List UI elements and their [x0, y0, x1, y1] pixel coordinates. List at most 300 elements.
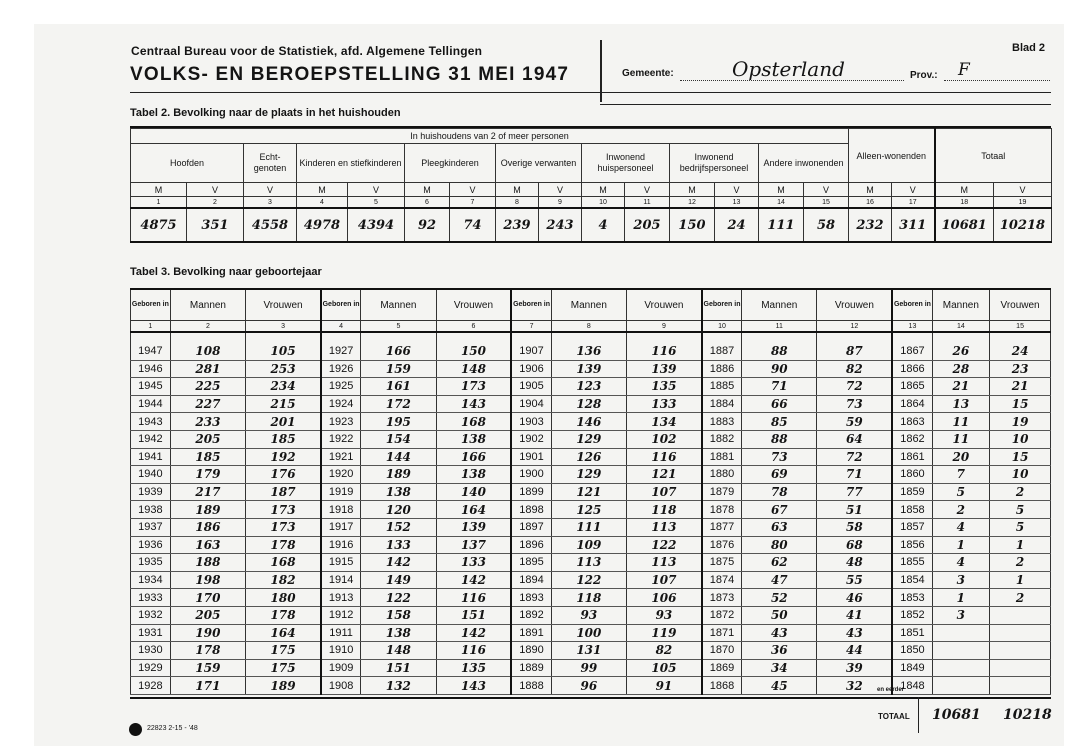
table3-mannen-cell: 52 [742, 589, 817, 607]
table2-pleegkinderen: Pleegkinderen [405, 144, 496, 183]
table3-year-cell: 1859 [892, 483, 932, 501]
table3-vrouwen-cell: 105 [246, 343, 321, 360]
table3-vrouwen-cell: 189 [246, 677, 321, 695]
table3-year-cell: 1937 [131, 518, 171, 536]
table3-vrouwen-header: Vrouwen [817, 289, 892, 321]
table3-year-cell: 1923 [321, 413, 361, 431]
table3-year-cell: 1893 [511, 589, 551, 607]
table3-mannen-cell: 186 [170, 518, 245, 536]
table2-col-number: 11 [625, 197, 670, 209]
table3-vrouwen-cell: 107 [627, 571, 702, 589]
table3-mannen-cell: 123 [551, 378, 626, 396]
table3-mannen-cell: 170 [170, 589, 245, 607]
table2-value: 150 [670, 208, 715, 242]
table3-year-cell: 1911 [321, 624, 361, 642]
table3-mannen-cell: 69 [742, 466, 817, 484]
table3-vrouwen-cell: 1 [990, 536, 1051, 554]
table3-mannen-cell: 148 [361, 642, 436, 660]
table3-mannen-cell: 100 [551, 624, 626, 642]
table2-sex-label: V [450, 183, 496, 197]
table3-column-number-row [131, 321, 1051, 333]
table3-year-cell: 1853 [892, 589, 932, 607]
table2-hoofden: Hoofden [131, 144, 244, 183]
table3-mannen-cell: 50 [742, 606, 817, 624]
table2-sex-row [131, 183, 1052, 197]
table3-vrouwen-cell: 201 [246, 413, 321, 431]
table3-year-cell: 1887 [702, 343, 742, 360]
table2-sex-label: V [348, 183, 405, 197]
table3-year-cell: 1879 [702, 483, 742, 501]
table3-year-cell: 1902 [511, 430, 551, 448]
table3-mannen-cell: 108 [170, 343, 245, 360]
table3-mannen-cell: 90 [742, 360, 817, 378]
table3-year-cell: 1886 [702, 360, 742, 378]
table3-year-cell: 1870 [702, 642, 742, 660]
table3-col-number: 15 [990, 321, 1051, 333]
table3-year-cell: 1905 [511, 378, 551, 396]
table3-vrouwen-cell: 133 [436, 554, 511, 572]
table2-sex-label: V [187, 183, 244, 197]
table3-vrouwen-cell: 133 [627, 395, 702, 413]
table3-vrouwen-cell: 185 [246, 430, 321, 448]
table3-title: Tabel 3. Bevolking naar geboortejaar [130, 266, 322, 278]
table3-mannen-cell: 113 [551, 554, 626, 572]
table3-mannen-cell: 7 [932, 466, 990, 484]
table2-huispersoneel: Inwonend huispersoneel [582, 144, 670, 183]
table3-mannen-cell: 217 [170, 483, 245, 501]
table3-vrouwen-cell [990, 642, 1051, 660]
table2-value: 111 [759, 208, 804, 242]
table3-vrouwen-cell: 173 [436, 378, 511, 396]
table3-vrouwen-cell: 180 [246, 589, 321, 607]
table3-mannen-cell: 233 [170, 413, 245, 431]
table3-mannen-cell: 80 [742, 536, 817, 554]
table3-year-cell: 1892 [511, 606, 551, 624]
table3-vrouwen-header: Vrouwen [246, 289, 321, 321]
table3-mannen-cell: 122 [361, 589, 436, 607]
table3-year-cell: 1914 [321, 571, 361, 589]
cbs-logo [129, 723, 142, 736]
table3-mannen-cell: 159 [170, 659, 245, 677]
table3-year-cell: 1860 [892, 466, 932, 484]
table3-mannen-cell: 133 [361, 536, 436, 554]
table2-bedrijfspersoneel: Inwonend bedrijfspersoneel [670, 144, 759, 183]
table2-value: 58 [804, 208, 849, 242]
table3-vrouwen-cell: 164 [436, 501, 511, 519]
table3-mannen-cell: 13 [932, 395, 990, 413]
table3-mannen-cell [932, 624, 990, 642]
gemeente-underline [680, 80, 904, 81]
table3-vrouwen-cell: 102 [627, 430, 702, 448]
table3-year-cell: 1939 [131, 483, 171, 501]
table2-sex-label: M [131, 183, 187, 197]
table3-year-cell: 1883 [702, 413, 742, 431]
table3-row [131, 642, 1051, 660]
table3-col-number: 6 [436, 321, 511, 333]
table3-mannen-cell: 109 [551, 536, 626, 554]
table3-vrouwen-cell: 23 [990, 360, 1051, 378]
table2-value: 92 [405, 208, 450, 242]
table3-mannen-cell: 63 [742, 518, 817, 536]
table3-vrouwen-cell: 15 [990, 395, 1051, 413]
table3-mannen-cell: 154 [361, 430, 436, 448]
table3-col-number: 9 [627, 321, 702, 333]
table3-row [131, 378, 1051, 396]
table2-value: 232 [849, 208, 892, 242]
table3-col-number: 4 [321, 321, 361, 333]
table3-vrouwen-cell: 164 [246, 624, 321, 642]
table3-year-cell: 1895 [511, 554, 551, 572]
table3-year-cell: 1891 [511, 624, 551, 642]
table3-vrouwen-cell: 2 [990, 589, 1051, 607]
table3-vrouwen-cell: 5 [990, 501, 1051, 519]
table3-vrouwen-cell: 182 [246, 571, 321, 589]
table3-col-number: 12 [817, 321, 892, 333]
table3-geboren-header: Geboren in [702, 289, 742, 321]
table3-mannen-cell: 34 [742, 659, 817, 677]
table2-col-number: 1 [131, 197, 187, 209]
table3-vrouwen-cell: 71 [817, 466, 892, 484]
table3-vrouwen-cell: 113 [627, 554, 702, 572]
table3-year-cell: 1857 [892, 518, 932, 536]
table3-vrouwen-cell: 173 [246, 518, 321, 536]
table3-mannen-cell: 144 [361, 448, 436, 466]
table2-kinderen: Kinderen en stiefkinderen [297, 144, 405, 183]
table3-year-cell: 1885 [702, 378, 742, 396]
table3-mannen-cell: 129 [551, 466, 626, 484]
table3-vrouwen-cell: 106 [627, 589, 702, 607]
table3-year-cell: 1861 [892, 448, 932, 466]
table2-col-number: 15 [804, 197, 849, 209]
table3-mannen-cell: 96 [551, 677, 626, 695]
table3-mannen-cell: 4 [932, 518, 990, 536]
table3-year-cell: 1858 [892, 501, 932, 519]
table3-mannen-cell: 146 [551, 413, 626, 431]
table3-vrouwen-cell: 41 [817, 606, 892, 624]
table3-year-cell: 1945 [131, 378, 171, 396]
table3-vrouwen-cell: 44 [817, 642, 892, 660]
table3-mannen-cell: 66 [742, 395, 817, 413]
table2-sex-label: M [405, 183, 450, 197]
table3-vrouwen-cell: 138 [436, 430, 511, 448]
table3-mannen-cell: 122 [551, 571, 626, 589]
table3-year-cell: 1856 [892, 536, 932, 554]
table3-bottom-rule [130, 697, 1051, 699]
table3-vrouwen-cell [990, 659, 1051, 677]
table3-vrouwen-cell: 10 [990, 466, 1051, 484]
table3-mannen-cell: 45 [742, 677, 817, 695]
table3-mannen-cell: 151 [361, 659, 436, 677]
table3-mannen-cell: 225 [170, 378, 245, 396]
table3-mannen-cell: 139 [551, 360, 626, 378]
table3-year-cell: 1942 [131, 430, 171, 448]
table3-vrouwen-cell: 166 [436, 448, 511, 466]
table3-vrouwen-header: Vrouwen [627, 289, 702, 321]
form-title: VOLKS- EN BEROEPSTELLING 31 MEI 1947 [130, 64, 570, 85]
table3-mannen-cell: 159 [361, 360, 436, 378]
table3-mannen-cell: 71 [742, 378, 817, 396]
table3-year-cell: 1899 [511, 483, 551, 501]
table2-col-number: 7 [450, 197, 496, 209]
table2-sex-label: M [496, 183, 539, 197]
table3-year-cell: 1907 [511, 343, 551, 360]
table3-mannen-cell: 26 [932, 343, 990, 360]
totaal-vrouwen: 10218 [1003, 707, 1052, 723]
table3-vrouwen-cell: 135 [627, 378, 702, 396]
table3-mannen-cell: 11 [932, 413, 990, 431]
table3-year-cell: 1866 [892, 360, 932, 378]
table2-value: 4875 [131, 208, 187, 242]
table3-mannen-cell: 85 [742, 413, 817, 431]
table3-mannen-cell: 62 [742, 554, 817, 572]
table2-col-number: 19 [994, 197, 1052, 209]
table3-col-number: 14 [932, 321, 990, 333]
table3-spacer-row [131, 332, 1051, 343]
table2-value: 24 [715, 208, 759, 242]
table3-vrouwen-cell: 113 [627, 518, 702, 536]
table2-value: 311 [892, 208, 935, 242]
table3-vrouwen-cell: 2 [990, 554, 1051, 572]
table3-mannen-cell: 138 [361, 483, 436, 501]
table3-vrouwen-cell: 93 [627, 606, 702, 624]
table3-mannen-cell: 73 [742, 448, 817, 466]
table2-sex-label: V [804, 183, 849, 197]
table3-row [131, 430, 1051, 448]
table3-row [131, 466, 1051, 484]
table3-mannen-cell: 99 [551, 659, 626, 677]
table3-vrouwen-cell: 137 [436, 536, 511, 554]
table3-year-cell: 1897 [511, 518, 551, 536]
table3-vrouwen-cell: 134 [627, 413, 702, 431]
table2-andere: Andere inwonenden [759, 144, 849, 183]
table3-vrouwen-cell: 253 [246, 360, 321, 378]
table3-vrouwen-cell [990, 677, 1051, 695]
table3-vrouwen-cell: 15 [990, 448, 1051, 466]
header-rule-1 [130, 92, 1051, 93]
table3-mannen-cell [932, 642, 990, 660]
table3-col-number: 10 [702, 321, 742, 333]
table3-mannen-cell: 88 [742, 430, 817, 448]
table3-mannen-cell: 281 [170, 360, 245, 378]
table3-mannen-header: Mannen [170, 289, 245, 321]
table2-value-row [131, 208, 1052, 242]
table3-year-cell: 1917 [321, 518, 361, 536]
table2-totaal: Totaal [935, 129, 1052, 183]
table3-year-cell: 1931 [131, 624, 171, 642]
table2-sex-label: M [849, 183, 892, 197]
table3-vrouwen-cell: 51 [817, 501, 892, 519]
table3-mannen-cell: 118 [551, 589, 626, 607]
table2-household-group: In huishoudens van 2 of meer personen [131, 129, 849, 144]
table3-vrouwen-cell: 116 [436, 642, 511, 660]
table3-row [131, 606, 1051, 624]
table2-sex-label: V [715, 183, 759, 197]
table3-header-row [131, 289, 1051, 321]
table3-row [131, 677, 1051, 695]
table3-vrouwen-cell: 119 [627, 624, 702, 642]
table3-mannen-cell: 78 [742, 483, 817, 501]
table3-year-cell: 1926 [321, 360, 361, 378]
table3-mannen-header: Mannen [742, 289, 817, 321]
table3-year-cell: 1867 [892, 343, 932, 360]
table3-year-cell: 1929 [131, 659, 171, 677]
table3-year-cell: 1916 [321, 536, 361, 554]
table3-vrouwen-cell: 234 [246, 378, 321, 396]
table3-mannen-cell: 205 [170, 430, 245, 448]
table3-mannen-cell: 188 [170, 554, 245, 572]
table3-year-cell: 1932 [131, 606, 171, 624]
table3-col-number: 11 [742, 321, 817, 333]
table3-birth-year [130, 288, 1051, 695]
table3-mannen-cell: 126 [551, 448, 626, 466]
table3-vrouwen-cell: 116 [436, 589, 511, 607]
table3-vrouwen-cell [990, 624, 1051, 642]
table3-vrouwen-cell: 142 [436, 571, 511, 589]
table2-col-number: 16 [849, 197, 892, 209]
table3-mannen-cell: 149 [361, 571, 436, 589]
table3-year-cell: 1920 [321, 466, 361, 484]
table3-mannen-cell: 171 [170, 677, 245, 695]
table3-row [131, 554, 1051, 572]
table3-col-number: 1 [131, 321, 171, 333]
table3-mannen-cell: 2 [932, 501, 990, 519]
table2-sex-label: V [994, 183, 1052, 197]
table3-year-cell: 1863 [892, 413, 932, 431]
table3-vrouwen-cell [990, 606, 1051, 624]
table2-overige: Overige verwanten [496, 144, 582, 183]
table2-column-number-row [131, 197, 1052, 209]
gemeente-label: Gemeente: [622, 68, 674, 79]
table3-year-cell: 1873 [702, 589, 742, 607]
gemeente-value: Opsterland [732, 57, 845, 81]
table3-vrouwen-cell: 77 [817, 483, 892, 501]
table2-household-position [130, 128, 1052, 243]
table3-row [131, 589, 1051, 607]
table3-col-number: 13 [892, 321, 932, 333]
table2-value: 205 [625, 208, 670, 242]
table3-vrouwen-cell: 143 [436, 677, 511, 695]
table3-vrouwen-cell: 72 [817, 378, 892, 396]
table3-year-cell: 1875 [702, 554, 742, 572]
table3-mannen-cell: 21 [932, 378, 990, 396]
header-rule-2 [600, 104, 1051, 105]
totaal-mannen: 10681 [932, 707, 981, 723]
table3-year-cell: 1901 [511, 448, 551, 466]
table2-col-number: 8 [496, 197, 539, 209]
table3-vrouwen-cell: 59 [817, 413, 892, 431]
table3-vrouwen-cell: 55 [817, 571, 892, 589]
table3-vrouwen-cell: 58 [817, 518, 892, 536]
table3-mannen-cell: 132 [361, 677, 436, 695]
table3-vrouwen-cell: 32 [817, 677, 892, 695]
table3-vrouwen-cell: 107 [627, 483, 702, 501]
table2-value: 351 [187, 208, 244, 242]
table3-year-cell: 1884 [702, 395, 742, 413]
table2-value: 4558 [244, 208, 297, 242]
table3-year-cell: 1913 [321, 589, 361, 607]
table3-vrouwen-cell: 68 [817, 536, 892, 554]
table2-sex-label: M [670, 183, 715, 197]
table2-col-number: 13 [715, 197, 759, 209]
table3-year-cell: 1876 [702, 536, 742, 554]
form-code: 22823 2-15 - '48 [147, 725, 198, 732]
table3-mannen-cell: 172 [361, 395, 436, 413]
table2-value: 10218 [994, 208, 1052, 242]
table3-vrouwen-cell: 139 [627, 360, 702, 378]
table3-vrouwen-cell: 64 [817, 430, 892, 448]
table3-row [131, 448, 1051, 466]
table3-vrouwen-cell: 175 [246, 642, 321, 660]
table3-mannen-cell: 178 [170, 642, 245, 660]
table3-mannen-cell: 111 [551, 518, 626, 536]
table3-year-cell: 1903 [511, 413, 551, 431]
table3-mannen-cell: 36 [742, 642, 817, 660]
table3-geboren-header: Geboren in [511, 289, 551, 321]
table2-col-number: 14 [759, 197, 804, 209]
table3-year-cell: 1918 [321, 501, 361, 519]
table3-col-number: 7 [511, 321, 551, 333]
table3-mannen-cell: 47 [742, 571, 817, 589]
table3-vrouwen-cell: 192 [246, 448, 321, 466]
table3-mannen-header: Mannen [932, 289, 990, 321]
table2-sex-label: M [759, 183, 804, 197]
table3-year-cell: 1865 [892, 378, 932, 396]
table3-year-cell: 1894 [511, 571, 551, 589]
table3-mannen-cell: 1 [932, 536, 990, 554]
table3-mannen-cell: 3 [932, 606, 990, 624]
table3-vrouwen-cell: 187 [246, 483, 321, 501]
table3-mannen-cell: 131 [551, 642, 626, 660]
agency-line: Centraal Bureau voor de Statistiek, afd. Algemene Tellingen [131, 44, 483, 58]
table3-vrouwen-cell: 72 [817, 448, 892, 466]
table3-year-cell: 1864 [892, 395, 932, 413]
table3-vrouwen-cell: 118 [627, 501, 702, 519]
table3-mannen-cell: 185 [170, 448, 245, 466]
table2-col-number: 9 [539, 197, 582, 209]
table3-vrouwen-cell: 135 [436, 659, 511, 677]
prov-underline [944, 80, 1050, 81]
table3-row [131, 536, 1051, 554]
table3-vrouwen-cell: 2 [990, 483, 1051, 501]
table3-vrouwen-cell: 121 [627, 466, 702, 484]
table3-row [131, 571, 1051, 589]
table3-vrouwen-cell: 10 [990, 430, 1051, 448]
table3-vrouwen-cell: 138 [436, 466, 511, 484]
table3-mannen-cell: 195 [361, 413, 436, 431]
table2-col-number: 12 [670, 197, 715, 209]
table3-vrouwen-cell: 168 [436, 413, 511, 431]
prov-label: Prov.: [910, 70, 938, 81]
table3-year-cell: 1848 [892, 677, 932, 695]
table2-sex-label: V [892, 183, 935, 197]
table3-vrouwen-cell: 173 [246, 501, 321, 519]
table3-mannen-header: Mannen [551, 289, 626, 321]
table3-year-cell: 1909 [321, 659, 361, 677]
table3-vrouwen-cell: 39 [817, 659, 892, 677]
table3-year-cell: 1904 [511, 395, 551, 413]
table3-mannen-header: Mannen [361, 289, 436, 321]
table3-year-cell: 1862 [892, 430, 932, 448]
table3-row [131, 395, 1051, 413]
table3-year-cell: 1888 [511, 677, 551, 695]
table3-year-cell: 1880 [702, 466, 742, 484]
table3-vrouwen-cell: 175 [246, 659, 321, 677]
table3-vrouwen-cell: 24 [990, 343, 1051, 360]
table3-year-cell: 1908 [321, 677, 361, 695]
table3-vrouwen-cell: 178 [246, 606, 321, 624]
table3-year-cell: 1869 [702, 659, 742, 677]
table3-mannen-cell: 20 [932, 448, 990, 466]
